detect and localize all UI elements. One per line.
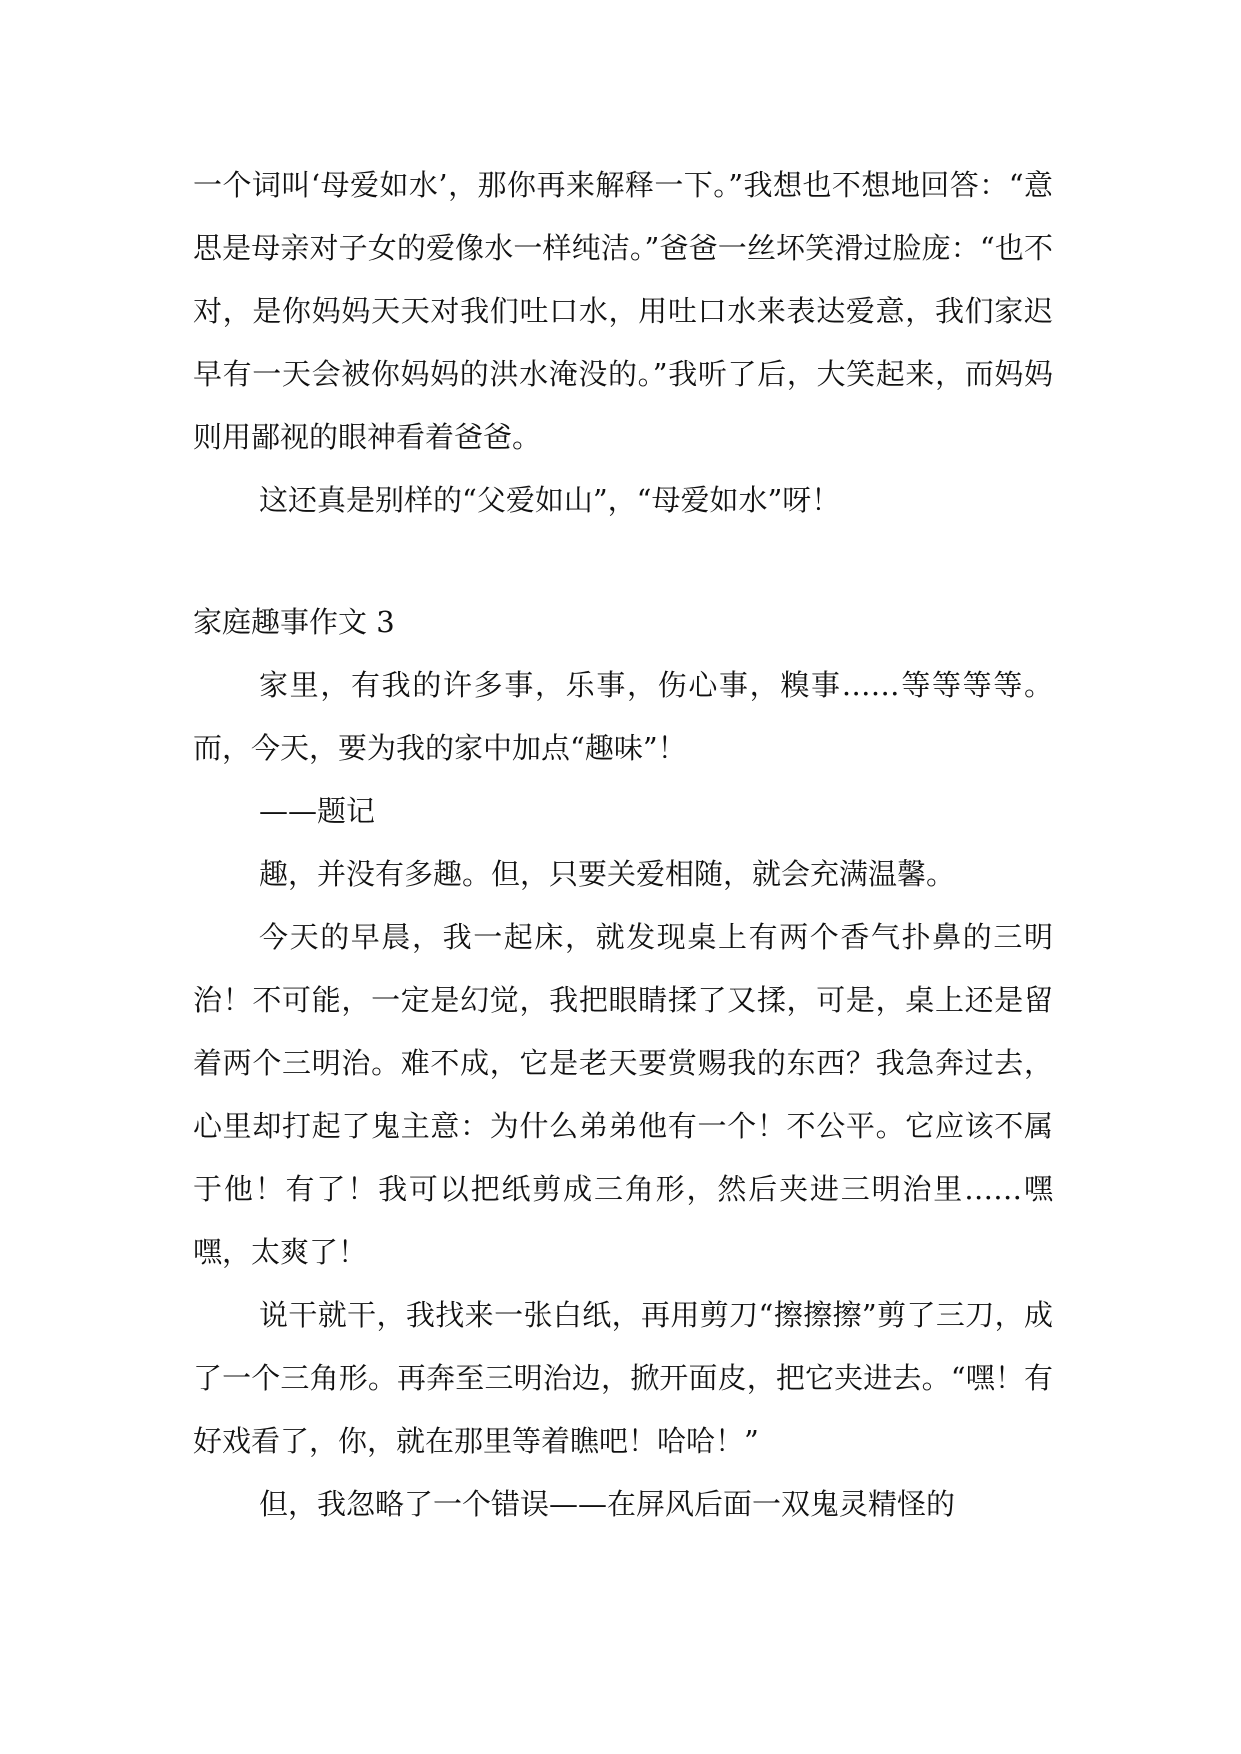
- paragraph-morning: 今天的早晨，我一起床，就发现桌上有两个香气扑鼻的三明治！不可能，一定是幻觉，我把眼睛揉了又揉，可是，桌上还是留着两个三明治。难不成，它是老天要赏赐我的东西？我急奔过去，心里却打起了鬼主意：为什么弟弟他有一个！不公平。它应该不属于他！有了！我可以把纸剪成三角形，然后夹进三明治里……嘿嘿，太爽了！: [193, 920, 1053, 1269]
- section-heading: 家庭趣事作文 3: [193, 605, 395, 639]
- document-page: [193, 154, 1053, 1536]
- paragraph-prank: 说干就干，我找来一张白纸，再用剪刀“擦擦擦”剪了三刀，成了一个三角形。再奔至三明治边，掀开面皮，把它夹进去。“嘿！有好戏看了，你，就在那里等着瞧吧！哈哈！”: [193, 1298, 1053, 1458]
- paragraph-intro: 家里，有我的许多事，乐事，伤心事，糗事……等等等等。而，今天，要为我的家中加点“趣味”！: [193, 668, 1053, 765]
- paragraph-mistake: 但，我忽略了一个错误——在屏风后面一双鬼灵精怪的: [259, 1487, 956, 1521]
- paragraph-epigraph-attribution: ——题记: [259, 794, 376, 828]
- paragraph-theme: 趣，并没有多趣。但，只要关爱相随，就会充满温馨。: [259, 857, 956, 891]
- paragraph-conclusion: 这还真是别样的“父爱如山”，“母爱如水”呀！: [259, 483, 841, 517]
- paragraph-continued: 一个词叫‘母爱如水’，那你再来解释一下。”我想也不想地回答：“意思是母亲对子女的爱像水一样纯洁。”爸爸一丝坏笑滑过脸庞：“也不对，是你妈妈天天对我们吐口水，用吐口水来表达爱意，我们家迟早有一天会被你妈妈的洪水淹没的。”我听了后，大笑起来，而妈妈则用鄙视的眼神看着爸爸。: [193, 168, 1053, 454]
